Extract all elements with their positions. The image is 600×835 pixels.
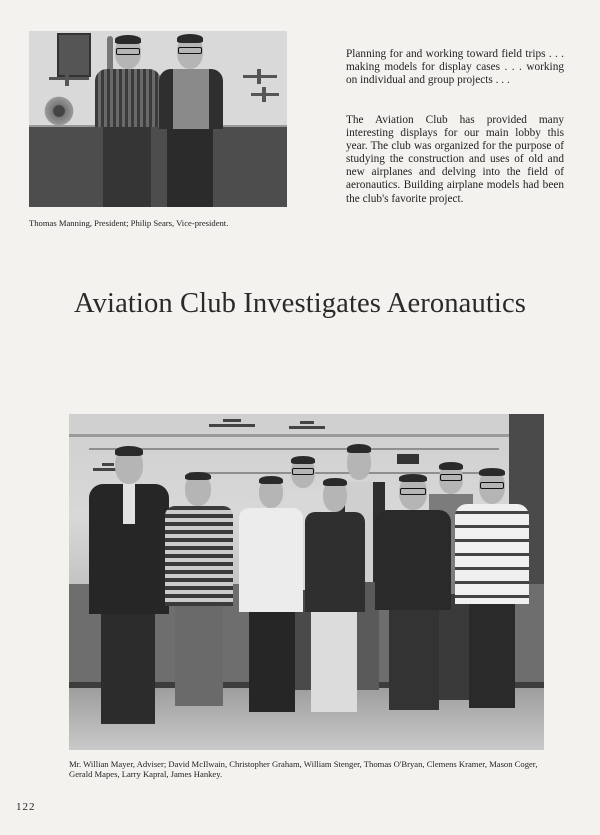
plaid-shirt bbox=[165, 506, 233, 606]
group-caption: Mr. Willian Mayer, Adviser; David McIlwain, Christopher Graham, William Stenger, Thomas O'Bryan, Clemens Kramer, Mason Coger, Gerald Mapes, Larry Kapral, James Hankey. bbox=[69, 759, 538, 779]
club-group-photo bbox=[69, 414, 544, 750]
display-poster bbox=[57, 33, 91, 77]
glasses bbox=[116, 48, 140, 55]
dark-shirt bbox=[375, 510, 451, 610]
dress-shirt bbox=[123, 484, 135, 524]
hair bbox=[291, 456, 315, 464]
glasses bbox=[440, 474, 462, 481]
trousers bbox=[249, 612, 295, 712]
page-headline: Aviation Club Investigates Aeronautics bbox=[74, 288, 526, 319]
glasses bbox=[178, 47, 202, 54]
trousers bbox=[103, 127, 151, 207]
trousers bbox=[167, 129, 213, 207]
glasses bbox=[292, 468, 314, 475]
hair bbox=[185, 472, 211, 480]
display-case bbox=[29, 127, 287, 207]
plaid-shirt bbox=[95, 69, 161, 127]
display-shelf bbox=[89, 448, 499, 450]
model-airplane bbox=[49, 77, 89, 80]
trousers bbox=[389, 610, 439, 710]
intro-paragraph: Planning for and working toward field trips . . . making models for display cases . . . working on individual and group projects . . . bbox=[346, 48, 564, 87]
model-engine-propeller bbox=[37, 89, 81, 133]
model-airplane bbox=[243, 75, 277, 78]
hair bbox=[479, 468, 505, 476]
hair bbox=[347, 444, 371, 453]
hair bbox=[323, 478, 347, 486]
trousers bbox=[175, 606, 223, 706]
body-paragraph: The Aviation Club has provided many interesting displays for our main lobby this year. The club was organized for the purpose of studying the construction and uses of old and new airplanes and delving into the field of aeronautics. Building airplane models had been the club's favorite project. bbox=[346, 114, 564, 205]
glasses bbox=[400, 488, 426, 495]
officers-caption: Thomas Manning, President; Philip Sears, Vice-president. bbox=[29, 218, 229, 228]
hair bbox=[259, 476, 283, 484]
white-shirt bbox=[239, 508, 303, 612]
hair bbox=[115, 35, 141, 44]
cardigan bbox=[159, 69, 223, 129]
hair bbox=[399, 474, 427, 482]
hair bbox=[115, 446, 143, 456]
model-airplane bbox=[289, 426, 325, 429]
hair bbox=[177, 34, 203, 43]
officers-photo bbox=[29, 31, 287, 207]
trousers bbox=[469, 604, 515, 708]
trousers bbox=[101, 614, 155, 724]
light-trousers bbox=[311, 612, 357, 712]
hair bbox=[439, 462, 463, 470]
patterned-sweater bbox=[455, 504, 529, 604]
dark-shirt bbox=[305, 512, 365, 612]
model-airplane bbox=[251, 93, 279, 96]
model-biplane bbox=[209, 424, 255, 427]
wall-sign bbox=[397, 454, 419, 464]
glasses bbox=[480, 482, 504, 489]
page-number: 122 bbox=[16, 801, 36, 813]
